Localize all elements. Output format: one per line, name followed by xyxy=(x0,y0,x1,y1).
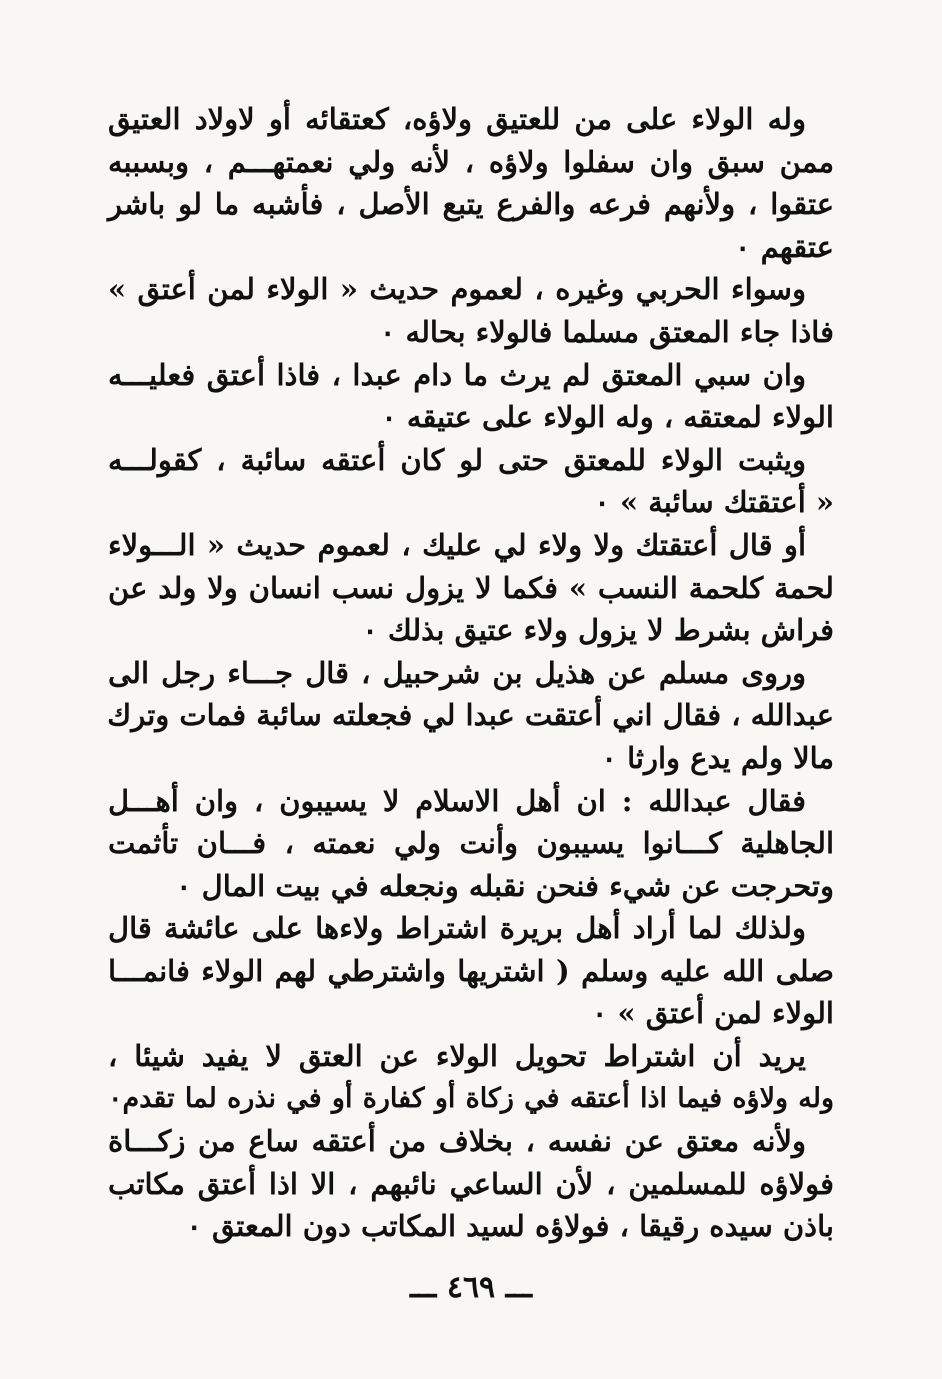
text-line: ولأنه معتق عن نفسه ، بخلاف من أعتقه ساع من زكـــاة xyxy=(108,1124,806,1159)
text-line: فقال عبدالله : ان أهل الاسلام لا يسيبون ، وان أهـــل xyxy=(108,783,806,818)
text-line: الجاهلية كـــانوا يسيبون وأنت ولي نعمته ، فـــان تأثمت xyxy=(108,826,834,861)
text-line: وسواء الحربي وغيره ، لعموم حديث « الولاء لمن أعتق » xyxy=(108,272,806,307)
text-line: أو قال أعتقتك ولا ولاء لي عليك ، لعموم حديث « الـــولاء xyxy=(108,527,806,562)
text-line: عبدالله ، فقال اني أعتقت عبدا لي فجعلته سائبة فمات وترك xyxy=(107,698,834,733)
text-line: يريد أن اشتراط تحويل الولاء عن العتق لا يفيد شيئا ، xyxy=(108,1039,806,1074)
body-text xyxy=(108,98,834,1248)
text-line: فاذا جاء المعتق مسلما فالولاء بحاله ٠ xyxy=(379,314,834,349)
text-line: صلى الله عليه وسلم ( اشتريها واشترطي لهم الولاء فانمـــا xyxy=(108,953,834,988)
text-line: فراش بشرط لا يزول ولاء عتيق بذلك ٠ xyxy=(362,613,834,648)
text-line: الولاء لمن أعتق » ٠ xyxy=(591,996,834,1031)
text-line: باذن سيده رقيقا ، فولاؤه لسيد المكاتب دون المعتق ٠ xyxy=(186,1209,834,1244)
text-line: لحمة كلحمة النسب » فكما لا يزول نسب انسان ولا ولد عن xyxy=(108,570,834,605)
page-number: ـــ ٤٦٩ ـــ xyxy=(410,1270,532,1305)
text-line: وروى مسلم عن هذيل بن شرحبيل ، قال جـــاء رجل الى xyxy=(108,655,806,690)
text-line: فولاؤه للمسلمين ، لأن الساعي نائبهم ، الا اذا أعتق مكاتب xyxy=(108,1166,834,1201)
text-line: الولاء لمعتقه ، وله الولاء على عتيقه ٠ xyxy=(381,400,834,435)
text-line: عتقوا ، ولأنهم فرعه والفرع يتبع الأصل ، فأشبه ما لو باشر xyxy=(108,187,834,222)
text-line: عتقهم ٠ xyxy=(734,229,834,264)
text-line: وتحرجت عن شيء فنحن نقبله ونجعله في بيت المال ٠ xyxy=(175,868,834,903)
text-line: « أعتقتك سائبة » ٠ xyxy=(594,485,834,520)
text-line: وان سبي المعتق لم يرث ما دام عبدا ، فاذا أعتق فعليـــه xyxy=(108,357,806,392)
text-line: ممن سبق وان سفلوا ولاؤه ، لأنه ولي نعمتهـــم ، وبسببه xyxy=(108,144,834,179)
text-line: وله الولاء على من للعتيق ولاؤه، كعتقائه أو لاولاد العتيق xyxy=(108,102,806,136)
text-line: ويثبت الولاء للمعتق حتى لو كان أعتقه سائبة ، كقولـــه xyxy=(108,442,806,477)
text-line: ولذلك لما أراد أهل بريرة اشتراط ولاءها على عائشة قال xyxy=(108,911,806,946)
text-line: وله ولاؤه فيما اذا أعتقه في زكاة أو كفارة أو في نذره لما تقدم٠ xyxy=(108,1082,834,1114)
text-line: مالا ولم يدع وارثا ٠ xyxy=(601,740,834,775)
